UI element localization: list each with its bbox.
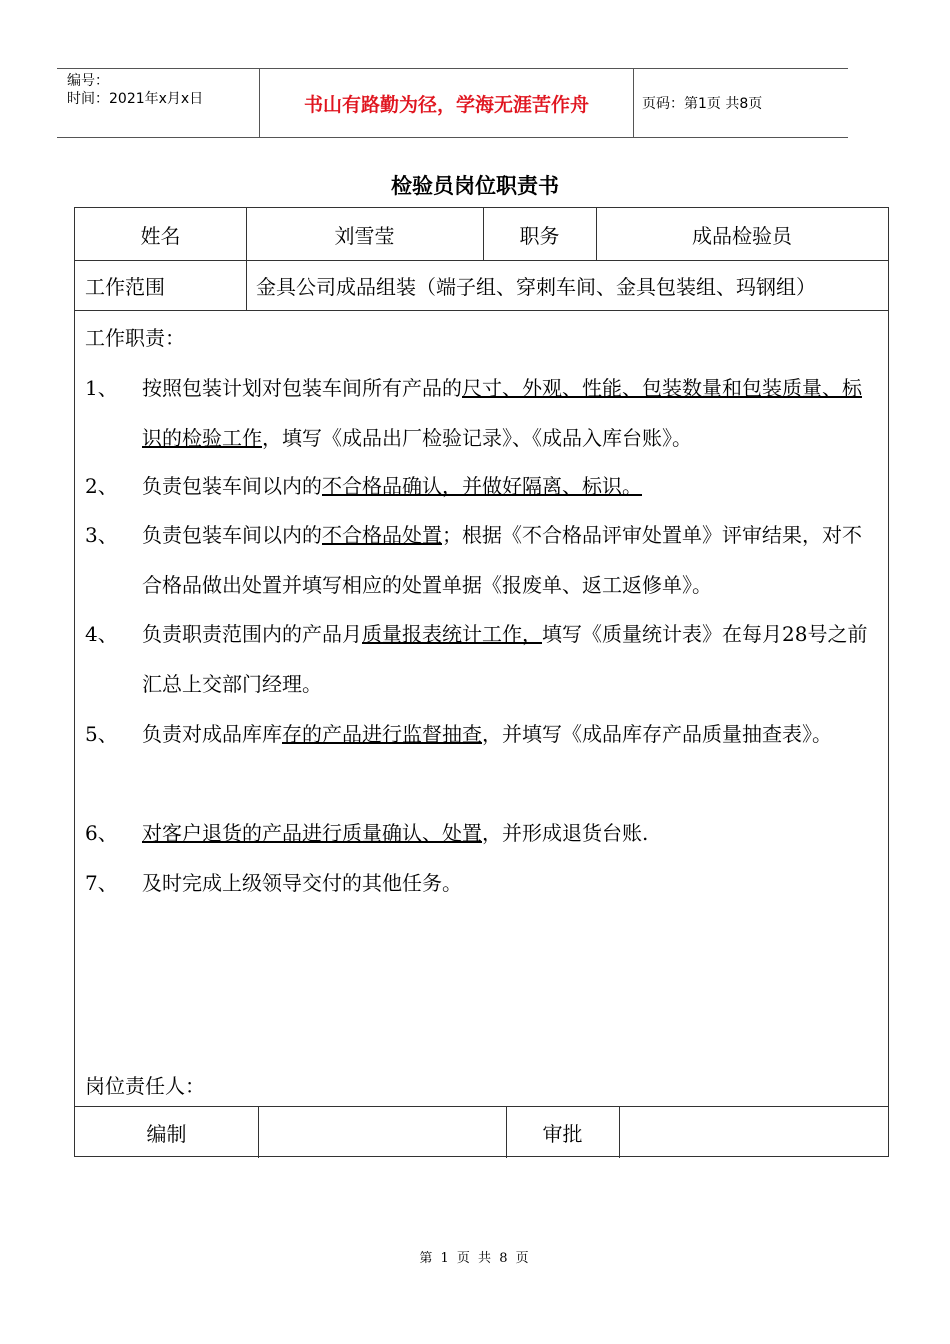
duty-emphasis: 对客户退货的产品进行质量确认、处置: [142, 821, 482, 845]
page-footer: 第 1 页 共 8 页: [419, 1251, 531, 1266]
duty-number: 4、: [85, 622, 118, 646]
duty-number: 6、: [85, 821, 118, 845]
duty-number: 5、: [85, 722, 118, 746]
scope-value: 金具公司成品组装（端子组、穿刺车间、金具包装组、玛钢组）: [256, 274, 816, 299]
duty-number: 7、: [85, 871, 118, 895]
approve-field[interactable]: [619, 1106, 888, 1158]
position-label: 职务: [519, 223, 560, 248]
page-code: 页码：第1页 共8页: [642, 96, 763, 112]
prepare-field[interactable]: [258, 1106, 506, 1158]
duties-heading: 工作职责：: [85, 326, 185, 350]
duty-emphasis: 尺寸、外观、性能、包装数量和包装质量、标识的检验工作: [142, 376, 862, 450]
document-header: [57, 68, 848, 138]
number-label: 编号：: [67, 73, 109, 89]
duty-item: [142, 858, 877, 908]
duty-table: [74, 207, 889, 1157]
duty-text: 填写《质量统计表》在每月28号之前汇总上交部门经理。: [142, 622, 868, 696]
duty-text: ；根据《不合格品评审处置单》评审结果，对不合格品做出处置并填写相应的处置单据《报废单、返工返修单》。: [142, 523, 862, 597]
duty-text: 负责职责范围内的产品月: [142, 622, 362, 646]
header-meta: [57, 69, 260, 137]
duty-text: ，并填写《成品库存产品质量抽查表》。: [482, 722, 832, 746]
duty-item: [142, 609, 877, 709]
duty-item: [142, 461, 877, 511]
responsible-label: 岗位责任人：: [85, 1074, 205, 1098]
motto: 书山有路勤为径，学海无涯苦作舟: [260, 69, 634, 137]
duty-text: 负责包装车间以内的: [142, 523, 322, 547]
duty-emphasis: 存的产品进行监督抽查: [282, 722, 482, 746]
duty-text: 负责对成品库库: [142, 722, 282, 746]
position-value: 成品检验员: [692, 223, 792, 248]
duty-text: ，填写《成品出厂检验记录》、《成品入库台账》。: [262, 426, 692, 450]
name-label: 姓名: [140, 223, 181, 248]
duty-item: [142, 363, 877, 463]
duty-number: 1、: [85, 376, 118, 400]
name-value: 刘雪莹: [334, 223, 395, 248]
document-title: 检验员岗位职责书: [391, 173, 559, 198]
duty-text: 按照包装计划对包装车间所有产品的: [142, 376, 462, 400]
prepare-label: 编制: [146, 1121, 187, 1146]
duty-item: [142, 709, 877, 759]
duty-emphasis: 不合格品确认，并做好隔离、标识。: [322, 474, 642, 498]
duty-number: 2、: [85, 474, 118, 498]
duty-item: [142, 808, 877, 858]
duty-text: ，并形成退货台账.: [482, 821, 649, 845]
duty-number: 3、: [85, 523, 118, 547]
row-divider: [75, 310, 888, 311]
duty-text: 及时完成上级领导交付的其他任务。: [142, 871, 462, 895]
duty-item: [142, 510, 877, 610]
duty-text: 负责包装车间以内的: [142, 474, 322, 498]
time-label: 时间：2021年x月x日: [67, 91, 204, 107]
approve-label: 审批: [542, 1121, 583, 1146]
scope-label: 工作范围: [85, 274, 165, 299]
duty-emphasis: 质量报表统计工作，: [362, 622, 542, 646]
duty-emphasis: 不合格品处置: [322, 523, 442, 547]
